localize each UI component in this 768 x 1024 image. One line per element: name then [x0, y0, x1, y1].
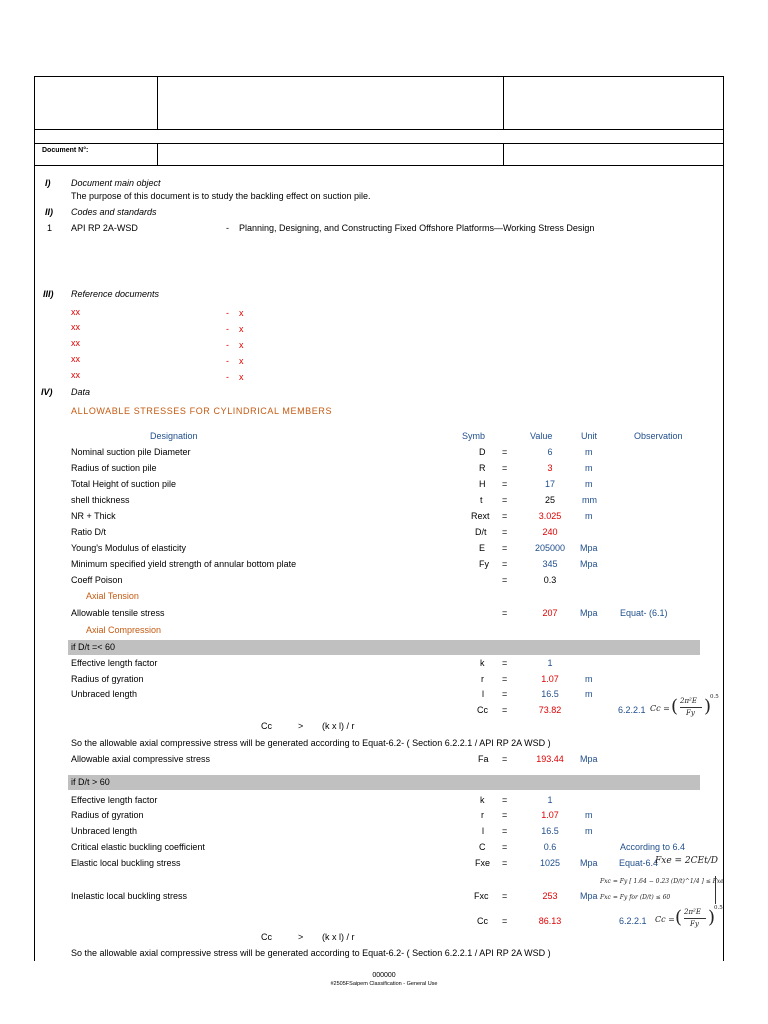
allowable-compressive-value: 193.44: [536, 754, 564, 764]
case1-band: [68, 640, 700, 655]
row-value: 3.025: [538, 511, 562, 521]
row-value: 1: [547, 658, 553, 668]
cc-formula-paren-open: (: [671, 696, 679, 717]
row-label: shell thickness: [71, 495, 130, 505]
row-label: Coeff Poison: [71, 575, 123, 585]
tensile-stress-label: Allowable tensile stress: [71, 608, 165, 618]
axial-compression-title: Axial Compression: [86, 625, 162, 635]
reference-item: xx: [71, 354, 80, 364]
data-heading: ALLOWABLE STRESSES FOR CYLINDRICAL MEMBERS: [71, 406, 333, 416]
case2-conclusion: So the allowable axial compressive stress will be generated according to Equat-6.2- ( Section 6.2.2.1 / API RP 2A WSD ): [71, 948, 551, 958]
reference-dash: -: [226, 372, 229, 382]
inelastic-stress-unit: Mpa: [580, 891, 598, 901]
row-equals: =: [502, 495, 508, 505]
row-label: Effective length factor: [71, 795, 158, 805]
row-label: Ratio D/t: [71, 527, 107, 537]
row-value: 0.3: [543, 575, 557, 585]
fxc-formula-line1: Fxc = Fy [ 1.64 − 0.23 (D/t)^1/4 ] ≤ Fxe: [600, 878, 724, 885]
row-unit: m: [585, 463, 593, 473]
cc2-formula-paren-close: ): [708, 907, 716, 928]
section-1-title: Document main object: [71, 178, 161, 188]
allowable-compressive-symb: Fa: [478, 754, 489, 764]
row-equals: =: [502, 575, 508, 585]
section-1-text: The purpose of this document is to study the backling effect on suction pile.: [71, 191, 371, 201]
row-value: 1.07: [541, 810, 559, 820]
cc2-formula: [655, 906, 723, 936]
row-unit: m: [585, 810, 593, 820]
column-unit: Unit: [581, 431, 598, 441]
cc-formula-paren-close: ): [704, 696, 712, 717]
case1-condition: if D/t =< 60: [71, 642, 116, 652]
cc-formula-numerator: 2π²E: [680, 697, 697, 705]
cc-formula-lhs: Cc =: [650, 704, 670, 713]
row-symb: D: [479, 447, 486, 457]
row-value: 16.5: [541, 689, 559, 699]
cc2-value: 86.13: [538, 916, 562, 926]
cc2-equals: =: [502, 916, 508, 926]
cc2-formula-exponent: 0.5: [714, 905, 723, 911]
cc2-formula-denominator: Fy: [690, 920, 699, 928]
section-4-number: IV): [41, 387, 53, 397]
section-2-number: II): [45, 207, 53, 217]
row-value: 0.6: [543, 842, 557, 852]
row-equals: =: [502, 559, 508, 569]
row-value: 205000: [534, 543, 566, 553]
cc2-reference: 6.2.2.1: [619, 916, 647, 926]
row-equals: =: [502, 658, 508, 668]
code-name: API RP 2A-WSD: [71, 223, 138, 233]
reference-dash: -: [226, 308, 229, 318]
row-label: Elastic local buckling stress: [71, 858, 181, 868]
tensile-stress-equals: =: [502, 608, 508, 618]
row-equals: =: [502, 479, 508, 489]
cc2-formula-lhs: Cc =: [655, 915, 675, 924]
row-symb: E: [479, 543, 486, 553]
case2-band: [68, 775, 700, 790]
section-1-number: I): [45, 178, 51, 188]
row-value: 1.07: [541, 674, 559, 684]
cc-reference: 6.2.2.1: [618, 705, 646, 715]
row-equals: =: [502, 689, 508, 699]
case2-condition: if D/t > 60: [71, 777, 110, 787]
cc-formula: [650, 695, 722, 725]
case1-compare-right: (k x l) / r: [322, 721, 355, 731]
cc-symb: Cc: [477, 705, 488, 715]
reference-value: x: [239, 324, 244, 334]
section-2-title: Codes and standards: [71, 207, 157, 217]
row-equals: =: [502, 826, 508, 836]
row-unit: m: [585, 689, 593, 699]
column-observation: Observation: [634, 431, 683, 441]
inelastic-stress-label: Inelastic local buckling stress: [71, 891, 188, 901]
cc2-formula-numerator: 2π²E: [684, 908, 701, 916]
row-unit: Mpa: [580, 858, 598, 868]
row-symb: Fy: [479, 559, 489, 569]
cc-formula-denominator: Fy: [686, 709, 695, 717]
row-unit: Mpa: [580, 559, 598, 569]
row-equals: =: [502, 527, 508, 537]
row-equals: =: [502, 674, 508, 684]
reference-dash: -: [226, 356, 229, 366]
section-3-title: Reference documents: [71, 289, 160, 299]
reference-value: x: [239, 372, 244, 382]
fxc-formula: [598, 876, 724, 906]
row-equals: =: [502, 447, 508, 457]
row-label: Radius of gyration: [71, 810, 144, 820]
row-symb: k: [480, 658, 485, 668]
axial-tension-title: Axial Tension: [86, 591, 139, 601]
column-designation: Designation: [150, 431, 198, 441]
row-symb: r: [481, 674, 484, 684]
row-unit: m: [585, 479, 593, 489]
classification-footer: #2505FSaipem Classification - General Use: [330, 981, 438, 987]
reference-item: xx: [71, 370, 80, 380]
cc-value: 73.82: [538, 705, 562, 715]
case2-compare-right: (k x l) / r: [322, 932, 355, 942]
row-symb: l: [482, 826, 484, 836]
row-equals: =: [502, 795, 508, 805]
code-description: Planning, Designing, and Constructing Fixed Offshore Platforms—Working Stress Design: [239, 223, 595, 233]
row-label: Nominal suction pile Diameter: [71, 447, 191, 457]
row-unit: mm: [582, 495, 597, 505]
page-code: 000000: [372, 972, 396, 979]
allowable-compressive-label: Allowable axial compressive stress: [71, 754, 211, 764]
allowable-compressive-equals: =: [502, 754, 508, 764]
row-unit: m: [585, 674, 593, 684]
row-label: Young's Modulus of elasticity: [71, 543, 186, 553]
row-symb: Fxe: [475, 858, 491, 868]
row-unit: Mpa: [580, 543, 598, 553]
section-3-number: III): [43, 289, 54, 299]
row-label: NR + Thick: [71, 511, 116, 521]
row-observation: According to 6.4: [620, 842, 686, 852]
row-value: 6: [547, 447, 553, 457]
inelastic-stress-equals: =: [502, 891, 508, 901]
row-unit: m: [585, 447, 593, 457]
reference-item: xx: [71, 338, 80, 348]
row-value: 1025: [539, 858, 561, 868]
row-symb: l: [482, 689, 484, 699]
case1-conclusion: So the allowable axial compressive stress will be generated according to Equat-6.2- ( Section 6.2.2.1 / API RP 2A WSD ): [71, 738, 551, 748]
inelastic-stress-value: 253: [542, 891, 558, 901]
case1-compare-op: >: [298, 721, 304, 731]
code-number: 1: [47, 223, 53, 233]
cc-equals: =: [502, 705, 508, 715]
row-symb: D/t: [475, 527, 487, 537]
row-value: 17: [544, 479, 555, 489]
column-value: Value: [530, 431, 553, 441]
reference-item: xx: [71, 322, 80, 332]
allowable-compressive-unit: Mpa: [580, 754, 598, 764]
row-equals: =: [502, 463, 508, 473]
row-unit: m: [585, 826, 593, 836]
inelastic-stress-symb: Fxc: [474, 891, 489, 901]
row-label: Unbraced length: [71, 826, 138, 836]
cc2-formula-paren-open: (: [675, 907, 683, 928]
row-equals: =: [502, 842, 508, 852]
row-label: Unbraced length: [71, 689, 138, 699]
tensile-stress-observation: Equat- (6.1): [620, 608, 668, 618]
row-symb: C: [479, 842, 486, 852]
row-value: 25: [544, 495, 555, 505]
cc-formula-exponent: 0.5: [710, 694, 719, 700]
reference-value: x: [239, 340, 244, 350]
reference-dash: -: [226, 324, 229, 334]
code-dash: -: [226, 223, 229, 233]
fxc-formula-line2: Fxc = Fy for (D/t) ≤ 60: [600, 894, 671, 901]
row-symb: R: [479, 463, 486, 473]
tensile-stress-unit: Mpa: [580, 608, 598, 618]
row-equals: =: [502, 511, 508, 521]
row-label: Radius of gyration: [71, 674, 144, 684]
row-value: 16.5: [541, 826, 559, 836]
reference-value: x: [239, 356, 244, 366]
row-symb: t: [480, 495, 483, 505]
row-equals: =: [502, 543, 508, 553]
row-label: Effective length factor: [71, 658, 158, 668]
row-equals: =: [502, 858, 508, 868]
section-4-title: Data: [71, 387, 91, 397]
fxe-formula: Fxe = 2CEt/D: [655, 856, 718, 866]
reference-value: x: [239, 308, 244, 318]
row-label: Minimum specified yield strength of annular bottom plate: [71, 559, 297, 569]
row-symb: H: [479, 479, 486, 489]
row-symb: k: [480, 795, 485, 805]
tensile-stress-value: 207: [542, 608, 558, 618]
row-label: Total Height of suction pile: [71, 479, 177, 489]
reference-item: xx: [71, 307, 80, 317]
row-value: 3: [547, 463, 553, 473]
case1-compare-left: Cc: [261, 721, 272, 731]
cc2-symb: Cc: [477, 916, 488, 926]
row-unit: m: [585, 511, 593, 521]
case2-compare-left: Cc: [261, 932, 272, 942]
row-value: 345: [542, 559, 558, 569]
row-value: 1: [547, 795, 553, 805]
row-symb: r: [481, 810, 484, 820]
case2-compare-op: >: [298, 932, 304, 942]
row-label: Radius of suction pile: [71, 463, 157, 473]
column-symb: Symb: [462, 431, 486, 441]
document-number-label: Document N°:: [42, 147, 89, 154]
reference-dash: -: [226, 340, 229, 350]
row-observation: Equat-6.4: [619, 858, 659, 868]
row-symb: Rext: [471, 511, 490, 521]
row-equals: =: [502, 810, 508, 820]
row-label: Critical elastic buckling coefficient: [71, 842, 205, 852]
row-value: 240: [542, 527, 558, 537]
